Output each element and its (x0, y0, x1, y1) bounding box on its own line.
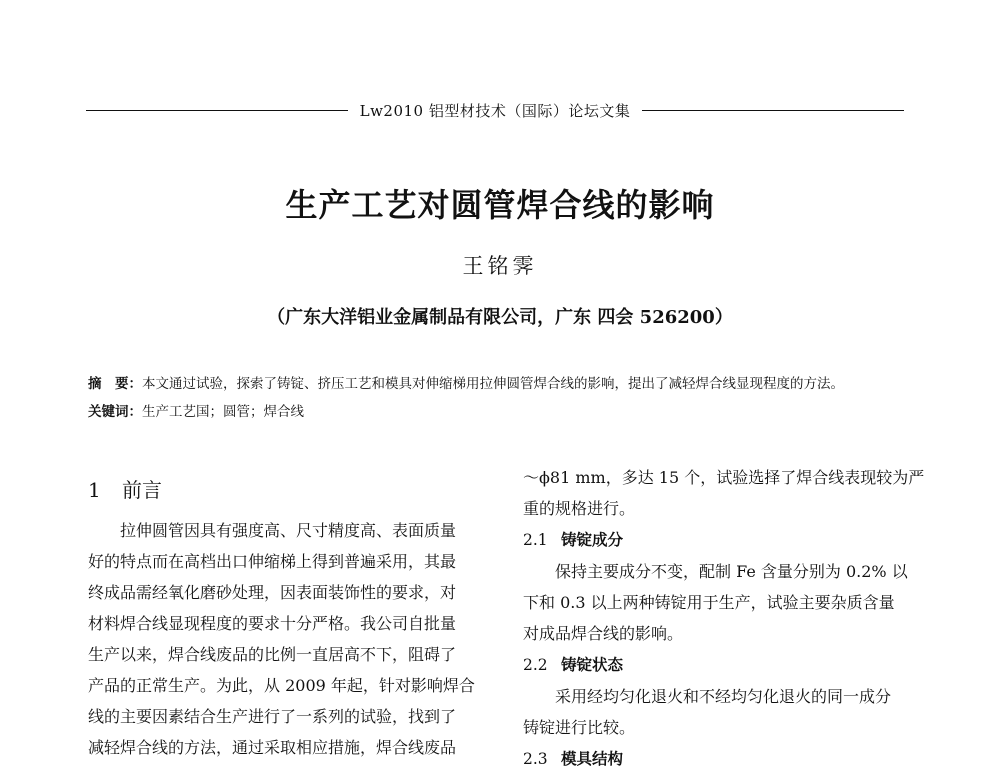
paragraph-line: 保持主要成分不变，配制 Fe 含量分别为 0.2% 以 (555, 562, 908, 581)
paragraph-line: 材料焊合线显现程度的要求十分严格。我公司自批量 (88, 614, 457, 633)
paragraph-line: 重的规格进行。 (523, 499, 636, 518)
affiliation: （广东大洋铝业金属制品有限公司，广东 四会 526200） (267, 307, 733, 328)
left-column (88, 465, 488, 763)
keywords-text: 生产工艺国；圆管；焊合线 (142, 404, 304, 420)
subsection-number: 2.1 (523, 531, 548, 549)
abstract (88, 372, 918, 392)
paragraph-line: 产品的正常生产。为此，从 2009 年起，针对影响焊合 (88, 676, 475, 695)
paragraph-line: 下和 0.3 以上两种铸锭用于生产，试验主要杂质含量 (523, 593, 895, 612)
paragraph-line: 线的主要因素结合生产进行了一系列的试验，找到了 (88, 707, 457, 726)
paragraph-line: 终成品需经氧化磨砂处理，因表面装饰性的要求，对 (88, 583, 457, 602)
subsection-title: 铸锭成分 (561, 530, 624, 549)
running-header (86, 98, 904, 122)
paper-title: 生产工艺对圆管焊合线的影响 (285, 186, 715, 224)
section-title: 前言 (122, 478, 162, 502)
paragraph-line: 减轻焊合线的方法，通过采取相应措施，焊合线废品 (88, 738, 457, 757)
subsection-title: 模具结构 (561, 749, 624, 768)
author: 王铭霁 (462, 254, 538, 278)
paragraph-line: 采用经均匀化退火和不经均匀化退火的同一成分 (555, 687, 892, 706)
abstract-text: 本文通过试验，探索了铸锭、挤压工艺和模具对伸缩梯用拉伸圆管焊合线的影响，提出了减轻焊合线显现程度的方法。 (142, 376, 844, 392)
paragraph-line: ～ϕ81 mm，多达 15 个，试验选择了焊合线表现较为严 (523, 468, 925, 487)
subsection-number: 2.2 (523, 656, 548, 674)
keywords (88, 400, 918, 420)
section-heading (88, 465, 488, 515)
subsection-heading (523, 743, 923, 775)
header-rule-left (86, 110, 348, 111)
header-text: Lw2010 铝型材技术（国际）论坛文集 (359, 101, 631, 120)
subsection-number: 2.3 (523, 750, 548, 768)
paragraph-line: 好的特点而在高档出口伸缩梯上得到普遍采用，其最 (88, 552, 457, 571)
right-column (523, 462, 923, 775)
section-number: 1 (88, 478, 101, 502)
header-rule-right (642, 110, 904, 111)
abstract-label: 摘 要： (88, 376, 142, 392)
subsection-heading (523, 524, 923, 556)
keywords-label: 关键词： (88, 404, 142, 420)
paragraph-line: 拉伸圆管因具有强度高、尺寸精度高、表面质量 (120, 521, 457, 540)
subsection-heading (523, 649, 923, 681)
paragraph-line: 对成品焊合线的影响。 (523, 624, 684, 643)
paragraph-line: 铸锭进行比较。 (523, 718, 636, 737)
subsection-title: 铸锭状态 (561, 655, 624, 674)
paragraph-line: 生产以来，焊合线废品的比例一直居高不下，阻碍了 (88, 645, 457, 664)
